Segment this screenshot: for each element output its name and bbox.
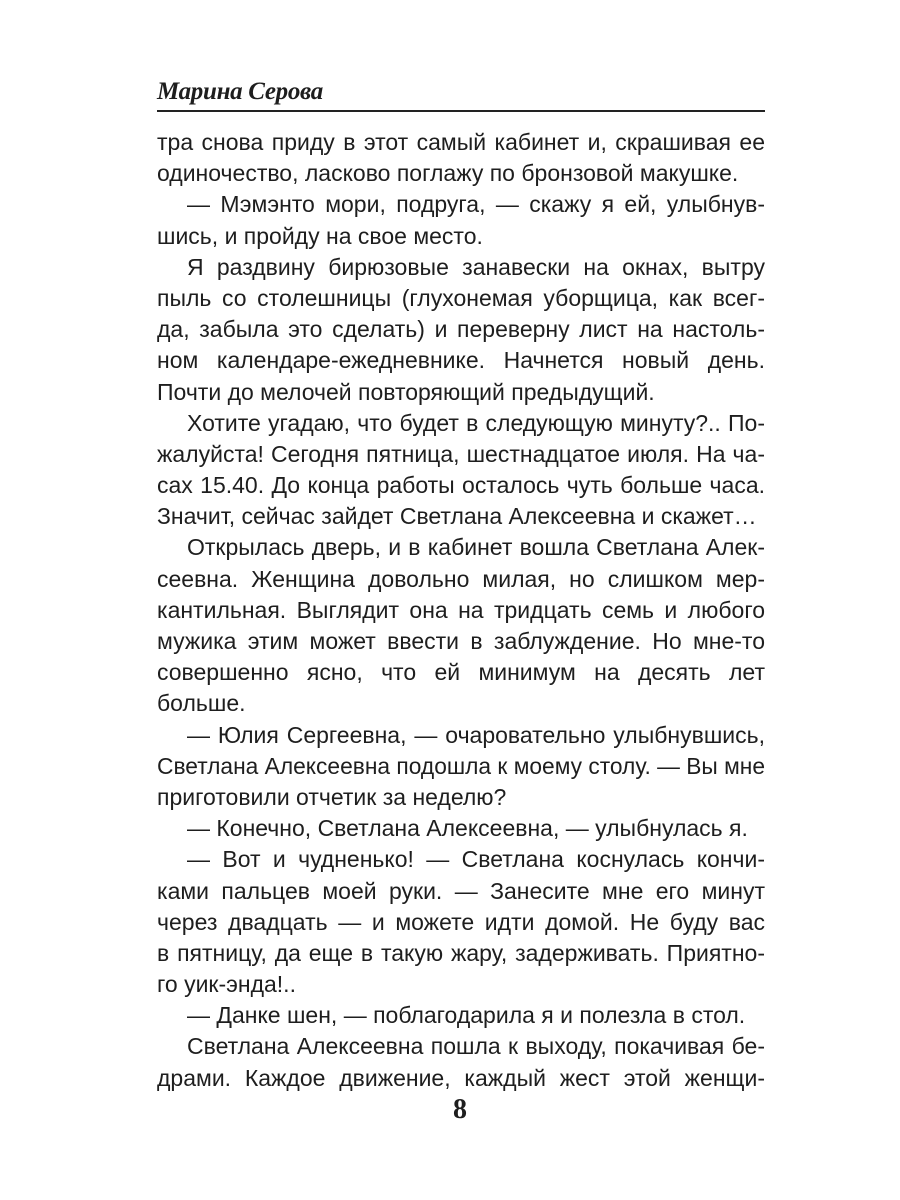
text-line-content: совершенно ясно, что ей минимум на десять лет <box>157 659 765 686</box>
text-line <box>157 969 765 1000</box>
text-line-content: сеевна. Женщина довольно милая, но слишком мер- <box>157 565 765 592</box>
text-line <box>157 657 765 688</box>
text-line-content: кантильная. Выглядит она на тридцать семь и любого <box>157 596 765 623</box>
text-line-content: через двадцать — и можете идти домой. Не буду вас <box>157 908 765 935</box>
text-line-content: — Вот и чудненько! — Светлана коснулась кончи- <box>187 846 765 873</box>
text-line-content: Открылась дверь, и в кабинет вошла Светлана Алек- <box>187 534 765 561</box>
text-line <box>157 377 765 408</box>
text-line-content: Светлана Алексеевна пошла к выходу, покачивая бе- <box>187 1033 765 1060</box>
text-line <box>157 813 765 844</box>
text-line <box>157 501 765 532</box>
text-line <box>157 626 765 657</box>
text-line-content: Я раздвину бирюзовые занавески на окнах, вытру <box>187 253 765 280</box>
text-line-content: го уик-энда!.. <box>157 971 296 998</box>
text-line <box>157 907 765 938</box>
text-line <box>157 221 765 252</box>
text-line <box>157 345 765 376</box>
text-line <box>157 470 765 501</box>
text-line <box>157 283 765 314</box>
paragraph <box>157 127 765 189</box>
text-line-content: да, забыла это сделать) и переверну лист на настоль- <box>157 316 765 343</box>
text-line-content: — Конечно, Светлана Алексеевна, — улыбнулась я. <box>187 815 748 842</box>
text-line <box>157 439 765 470</box>
page-number: 8 <box>453 1094 467 1125</box>
text-line <box>157 189 765 220</box>
paragraph <box>157 813 765 844</box>
text-line-content: шись, и пройду на свое место. <box>157 222 483 249</box>
text-line-content: приготовили отчетик за неделю? <box>157 783 507 810</box>
text-line <box>157 782 765 813</box>
paragraph <box>157 189 765 251</box>
text-line-content: Значит, сейчас зайдет Светлана Алексеевна и скажет… <box>157 503 757 530</box>
paragraph <box>157 1031 765 1093</box>
header-author-name: Марина Серова <box>157 78 323 105</box>
text-line-content: сах 15.40. До конца работы осталось чуть больше часа. <box>157 472 765 499</box>
text-line-content: Хотите угадаю, что будет в следующую минуту?.. По- <box>187 409 765 436</box>
text-line <box>157 1000 765 1031</box>
paragraph <box>157 408 765 533</box>
text-line <box>157 1031 765 1062</box>
paragraph <box>157 844 765 1000</box>
text-line <box>157 844 765 875</box>
text-line-content: мужика этим может ввести в заблуждение. Но мне-то <box>157 628 765 654</box>
text-line-content: жалуйста! Сегодня пятница, шестнадцатое июля. На ча- <box>157 440 765 467</box>
text-line <box>157 938 765 969</box>
text-line-content: в пятницу, да еще в такую жару, задерживать. Приятно- <box>157 939 765 966</box>
text-line <box>157 595 765 626</box>
text-line-content: больше. <box>157 690 246 717</box>
text-line <box>157 688 765 719</box>
paragraph <box>157 532 765 719</box>
text-line <box>157 127 765 158</box>
text-line <box>157 252 765 283</box>
paragraph <box>157 720 765 814</box>
text-line <box>157 532 765 563</box>
text-line-content: пыль со столешницы (глухонемая уборщица, как всег- <box>157 284 765 311</box>
text-line-content: одиночество, ласково поглажу по бронзовой макушке. <box>157 160 739 187</box>
page-body-text <box>157 127 765 1094</box>
text-line-content: — Мэмэнто мори, подруга, — скажу я ей, улыбнув- <box>187 191 765 218</box>
text-line-content: драми. Каждое движение, каждый жест этой женщи- <box>157 1064 765 1091</box>
text-line <box>157 720 765 751</box>
text-line <box>157 564 765 595</box>
text-line-content: тра снова приду в этот самый кабинет и, скрашивая ее <box>157 129 765 155</box>
text-line-content: Светлана Алексеевна подошла к моему столу. — Вы мне <box>157 752 765 779</box>
text-line <box>157 408 765 439</box>
text-line <box>157 751 765 782</box>
text-line <box>157 314 765 345</box>
paragraph <box>157 1000 765 1031</box>
text-line <box>157 1063 765 1094</box>
text-line-content: — Данке шен, — поблагодарила я и полезла в стол. <box>187 1002 746 1029</box>
paragraph <box>157 252 765 408</box>
text-line-content: — Юлия Сергеевна, — очаровательно улыбнувшись, <box>187 721 765 748</box>
text-line-content: ками пальцев моей руки. — Занесите мне его минут <box>157 877 765 904</box>
text-line-content: Почти до мелочей повторяющий предыдущий. <box>157 378 655 405</box>
text-line <box>157 158 765 189</box>
text-line <box>157 876 765 907</box>
header-divider <box>157 110 765 112</box>
text-line-content: ном календаре-ежедневнике. Начнется новый день. <box>157 347 765 374</box>
